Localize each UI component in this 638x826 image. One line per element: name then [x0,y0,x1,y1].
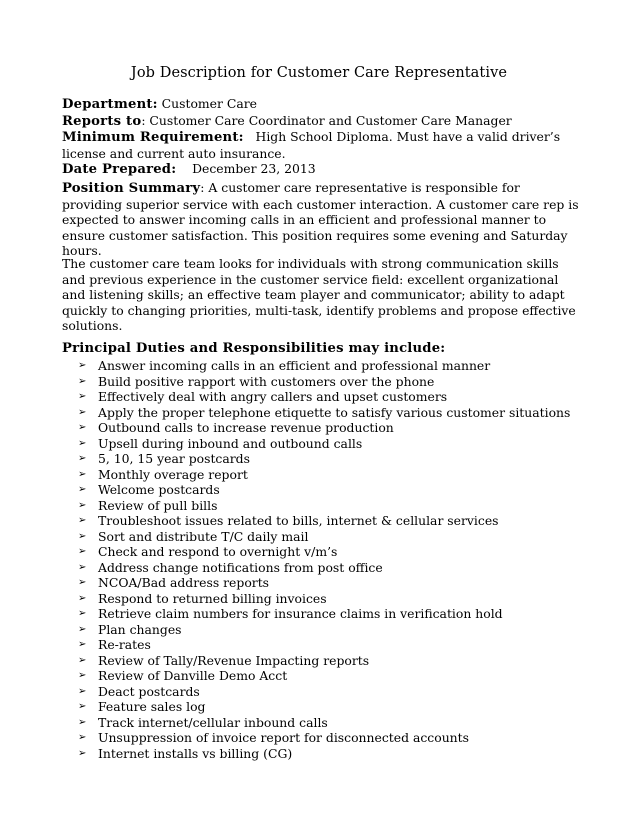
duty-text: Welcome postcards [98,482,220,497]
arrow-bullet-icon: ➢ [78,546,87,557]
arrow-bullet-icon: ➢ [78,391,87,402]
list-item [78,451,570,467]
list-item [78,730,570,746]
list-item [78,482,570,498]
duties-heading: Principal Duties and Responsibilities may include: [62,341,446,356]
list-item [78,544,570,560]
document-title: Job Description for Customer Care Representative [130,65,508,81]
arrow-bullet-icon: ➢ [78,375,87,387]
duty-text: Review of pull bills [98,497,218,513]
list-item [78,436,570,452]
duties-list [78,358,570,761]
duty-text: 5, 10, 15 year postcards [98,451,250,466]
duty-text: Build positive rapport with customers over the phone [98,373,435,389]
duty-text: Effectively deal with angry callers and upset customers [98,389,448,404]
position-summary-label: Position Summary [62,181,201,196]
arrow-bullet-icon: ➢ [78,592,87,604]
date-prepared-line [62,161,582,178]
arrow-bullet-icon: ➢ [78,732,87,743]
duty-text: Retrieve claim numbers for insurance claims in verification hold [98,606,503,621]
duty-text: Outbound calls to increase revenue production [98,420,394,435]
list-item [78,715,570,731]
list-item [78,467,570,483]
list-item [78,358,570,374]
minimum-requirement-line [62,129,582,161]
reports-to-line [62,113,582,130]
duty-text: Troubleshoot issues related to bills, internet & cellular services [98,513,499,528]
list-item [78,622,570,638]
minimum-requirement-value: High School Diploma. Must have a valid driver’s license and current auto insurance. [62,129,561,161]
arrow-bullet-icon: ➢ [78,468,87,480]
duty-text: Re-rates [98,637,151,652]
arrow-bullet-icon: ➢ [78,701,87,712]
duty-text: Internet installs vs billing (CG) [98,745,293,761]
list-item [78,684,570,700]
arrow-bullet-icon: ➢ [78,422,87,433]
arrow-bullet-icon: ➢ [78,639,87,650]
reports-to-value: : Customer Care Coordinator and Customer Care Manager [141,112,512,128]
arrow-bullet-icon: ➢ [78,530,87,542]
arrow-bullet-icon: ➢ [78,484,87,495]
position-summary [62,180,582,259]
date-prepared-label: Date Prepared: [62,162,177,178]
position-summary-text: : A customer care representative is responsible for providing superior service with each customer interaction. A customer care rep is expected to answer incoming calls in an efficient and professional manner to ensure customer satisfaction. This position requires some evening and Saturday hours. [62,180,579,259]
arrow-bullet-icon: ➢ [78,360,87,371]
arrow-bullet-icon: ➢ [78,406,87,418]
duty-text: Review of Danville Demo Acct [98,668,288,683]
arrow-bullet-icon: ➢ [78,654,87,666]
minimum-requirement-label: Minimum Requirement: [62,130,244,146]
list-item [78,606,570,622]
department-value: Customer Care [157,96,257,111]
arrow-bullet-icon: ➢ [78,577,87,588]
arrow-bullet-icon: ➢ [78,561,87,573]
list-item [78,389,570,405]
date-prepared-value: December 23, 2013 [192,161,316,177]
list-item [78,637,570,653]
arrow-bullet-icon: ➢ [78,437,87,449]
list-item [78,591,570,607]
duty-text: Check and respond to overnight v/m’s [98,544,338,559]
duty-text: Feature sales log [98,699,206,714]
list-item [78,513,570,529]
list-item [78,653,570,669]
arrow-bullet-icon: ➢ [78,623,87,635]
duty-text: Address change notifications from post office [98,559,383,575]
list-item [78,374,570,390]
arrow-bullet-icon: ➢ [78,453,87,464]
duty-text: Track internet/cellular inbound calls [98,714,328,730]
arrow-bullet-icon: ➢ [78,499,87,511]
arrow-bullet-icon: ➢ [78,515,87,526]
department-label: Department: [62,97,158,112]
arrow-bullet-icon: ➢ [78,747,87,759]
duty-text: Upsell during inbound and outbound calls [98,435,363,451]
list-item [78,420,570,436]
list-item [78,498,570,514]
duty-text: Plan changes [98,621,182,637]
arrow-bullet-icon: ➢ [78,670,87,681]
list-item [78,529,570,545]
list-item [78,575,570,591]
arrow-bullet-icon: ➢ [78,716,87,728]
list-item [78,405,570,421]
header-info [62,96,582,178]
list-item [78,668,570,684]
list-item [78,560,570,576]
reports-to-label: Reports to [62,113,142,129]
team-paragraph [62,256,582,334]
list-item [78,699,570,715]
duty-text: NCOA/Bad address reports [98,575,270,590]
duty-text: Apply the proper telephone etiquette to satisfy various customer situations [98,404,571,420]
department-line [62,96,582,113]
duty-text: Deact postcards [98,683,200,699]
team-paragraph-text: The customer care team looks for individuals with strong communication skills and previous experience in the customer service field: excellent organizational and listening skills; an effective team player and communicator; ability to adapt quickly to changing priorities, multi-task, identify problems and propose effective solutions. [62,256,576,334]
duty-text: Answer incoming calls in an efficient and professional manner [98,358,491,373]
arrow-bullet-icon: ➢ [78,608,87,619]
duty-text: Respond to returned billing invoices [98,590,327,606]
list-item [78,746,570,762]
duty-text: Sort and distribute T/C daily mail [98,528,309,544]
duty-text: Monthly overage report [98,466,248,482]
arrow-bullet-icon: ➢ [78,685,87,697]
duty-text: Review of Tally/Revenue Impacting reports [98,652,370,668]
duty-text: Unsuppression of invoice report for disconnected accounts [98,730,469,745]
